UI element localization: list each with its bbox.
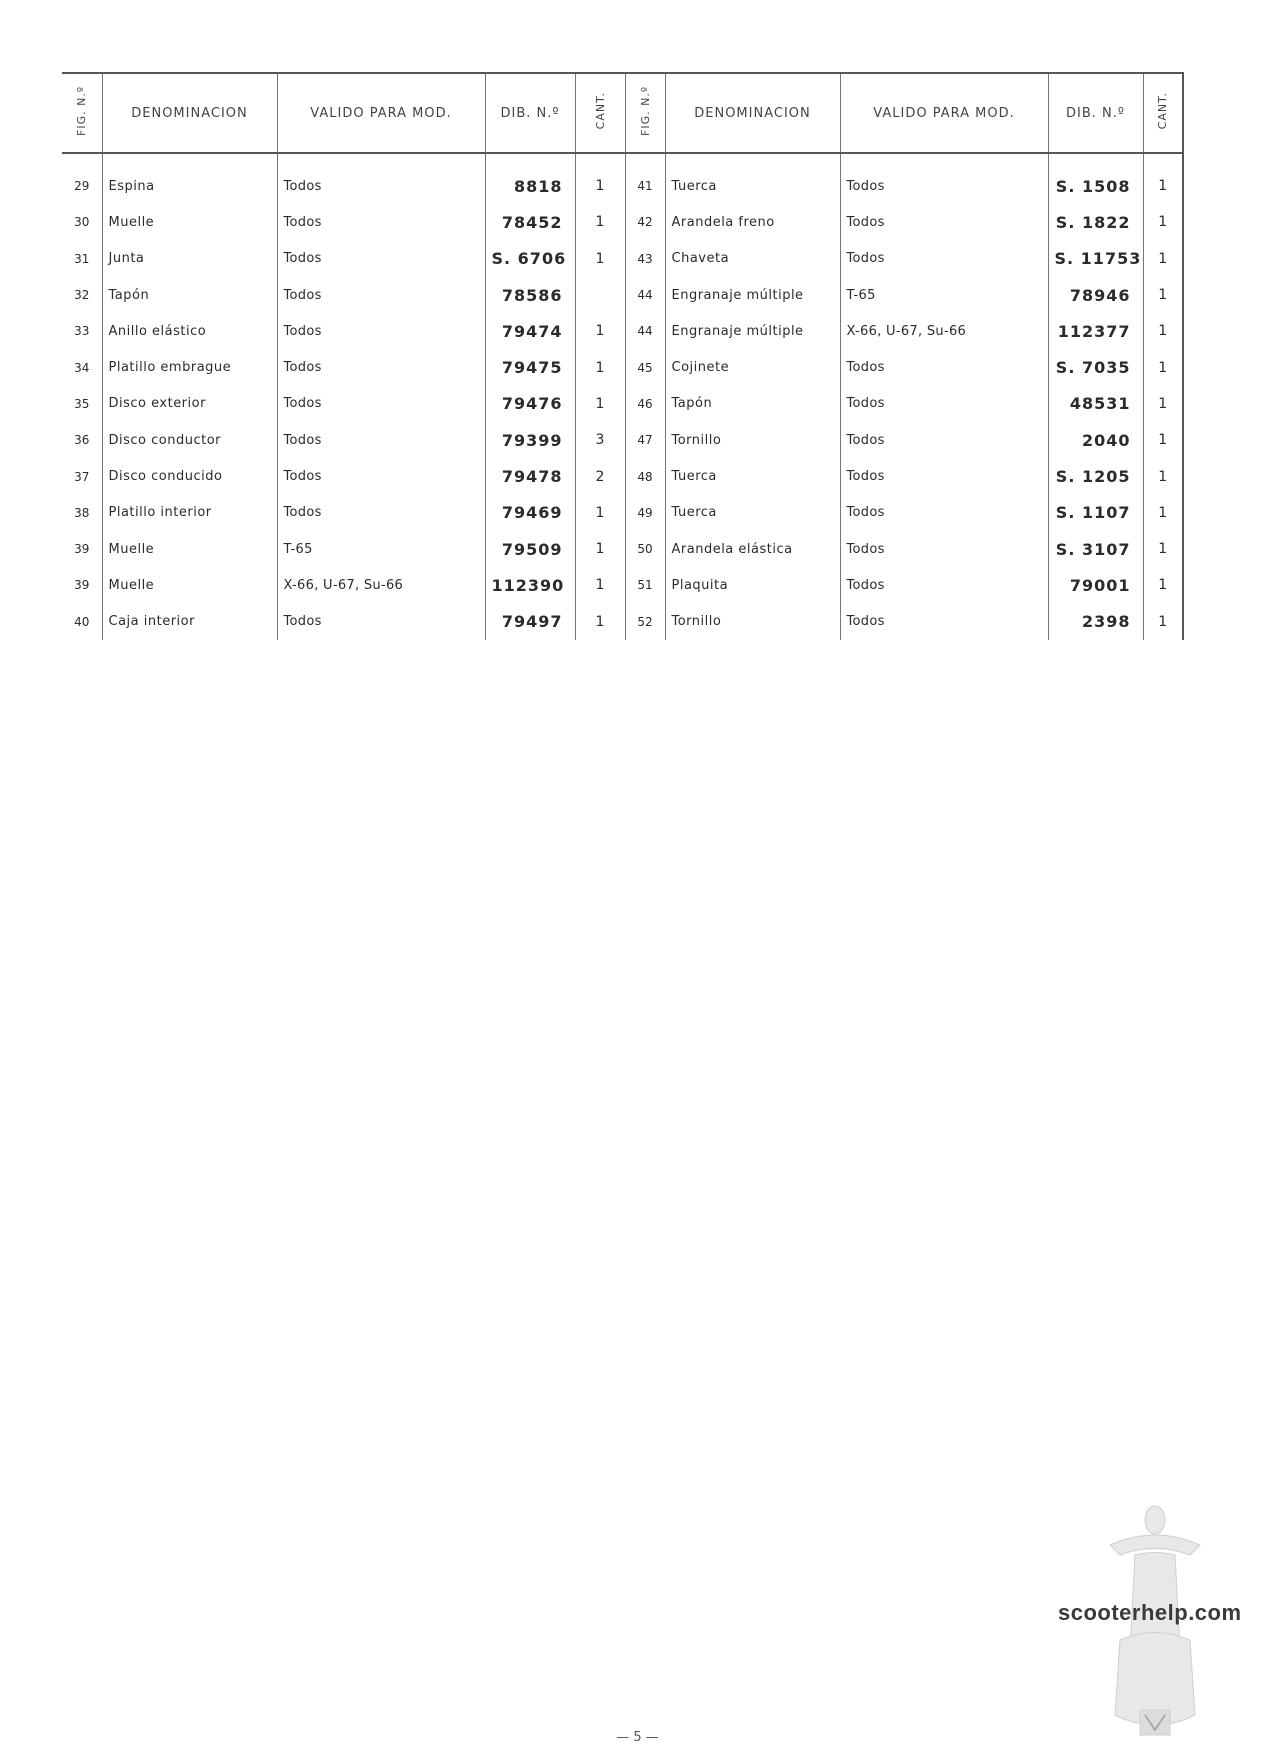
cell-fig: 47 [625,422,665,458]
cell-dib: S. 3107 [1048,531,1143,567]
cell-valid: Todos [277,458,485,494]
cell-valid: Todos [277,386,485,422]
cell-valid: T-65 [840,277,1048,313]
cell-fig: 42 [625,204,665,240]
cell-fig: 44 [625,277,665,313]
cell-fig: 31 [74,251,90,266]
cell-fig: 40 [74,614,90,629]
cell-name: Muelle [102,204,277,240]
cell-fig: 35 [74,396,90,411]
cell-qty: 1 [575,531,625,567]
cell-dib: S. 1822 [1048,204,1143,240]
cell-dib: 48531 [1048,386,1143,422]
cell-fig: 33 [74,324,90,339]
cell-qty: 1 [1143,604,1183,640]
cell-fig: 50 [625,531,665,567]
col-cant-2: CANT. [1143,73,1183,153]
table-row [62,458,1183,494]
cell-name: Tornillo [665,422,840,458]
cell-valid: Todos [840,168,1048,204]
cell-valid: Todos [277,241,485,277]
cell-dib: S. 1508 [1048,168,1143,204]
cell-fig: 51 [625,567,665,603]
table-row [62,349,1183,385]
table-row [62,241,1183,277]
cell-dib: 79469 [485,495,575,531]
cell-name: Disco exterior [102,386,277,422]
col-valido-2: VALIDO PARA MOD. [840,73,1048,153]
cell-fig: 34 [74,360,90,375]
cell-valid: Todos [840,241,1048,277]
cell-qty: 1 [575,567,625,603]
cell-dib: 112390 [485,567,575,603]
cell-valid: Todos [840,567,1048,603]
cell-fig: 43 [625,241,665,277]
cell-qty: 1 [1143,313,1183,349]
cell-name: Tapón [665,386,840,422]
cell-dib: 79478 [485,458,575,494]
cell-valid: X-66, U-67, Su-66 [277,567,485,603]
cell-name: Tornillo [665,604,840,640]
cell-name: Platillo embrague [102,349,277,385]
cell-dib: 79001 [1048,567,1143,603]
cell-qty: 1 [575,349,625,385]
table-row [62,531,1183,567]
cell-qty: 1 [1143,495,1183,531]
cell-fig: 41 [625,168,665,204]
cell-valid: Todos [840,204,1048,240]
cell-valid: Todos [840,495,1048,531]
header-row [62,73,1183,153]
cell-dib: 79474 [485,313,575,349]
col-fig-2: FIG. N.º [625,73,665,153]
cell-valid: Todos [277,495,485,531]
page-number: — 5 — [616,1730,659,1745]
cell-name: Platillo interior [102,495,277,531]
cell-qty: 3 [575,422,625,458]
cell-fig: 37 [74,469,90,484]
cell-valid: Todos [277,349,485,385]
cell-name: Arandela freno [665,204,840,240]
cell-dib: 79509 [485,531,575,567]
parts-table [62,72,1184,640]
cell-dib: 2398 [1048,604,1143,640]
cell-valid: Todos [277,277,485,313]
cell-name: Tuerca [665,168,840,204]
cell-dib: 78586 [485,277,575,313]
cell-qty: 1 [575,604,625,640]
cell-qty: 1 [1143,458,1183,494]
cell-dib: S. 7035 [1048,349,1143,385]
cell-dib: 79475 [485,349,575,385]
cell-fig: 38 [74,505,90,520]
cell-qty: 1 [1143,531,1183,567]
cell-valid: Todos [277,313,485,349]
cell-dib: 2040 [1048,422,1143,458]
col-valido: VALIDO PARA MOD. [277,73,485,153]
cell-fig: 44 [625,313,665,349]
cell-valid: Todos [277,422,485,458]
table-row [62,386,1183,422]
cell-qty: 1 [575,168,625,204]
cell-valid: Todos [840,386,1048,422]
table-row [62,204,1183,240]
cell-dib: S. 11753 [1048,241,1143,277]
cell-dib: 8818 [485,168,575,204]
cell-name: Arandela elástica [665,531,840,567]
cell-dib: 112377 [1048,313,1143,349]
cell-fig: 49 [625,495,665,531]
cell-valid: Todos [840,422,1048,458]
cell-qty: 1 [1143,168,1183,204]
cell-name: Anillo elástico [102,313,277,349]
cell-fig: 39 [74,578,90,593]
cell-name: Disco conducido [102,458,277,494]
cell-fig: 46 [625,386,665,422]
cell-qty: 1 [575,241,625,277]
cell-dib: S. 6706 [485,241,575,277]
cell-dib: S. 1107 [1048,495,1143,531]
cell-fig: 29 [74,179,90,194]
cell-qty: 1 [575,495,625,531]
cell-valid: Todos [277,168,485,204]
col-fig: FIG. N.º [62,73,102,153]
cell-fig: 52 [625,604,665,640]
cell-name: Caja interior [102,604,277,640]
col-dib-2: DIB. N.º [1048,73,1143,153]
cell-fig: 48 [625,458,665,494]
watermark-text: scooterhelp.com [1058,1600,1242,1625]
cell-fig: 36 [74,433,90,448]
cell-name: Disco conductor [102,422,277,458]
cell-qty: 1 [1143,567,1183,603]
cell-name: Espina [102,168,277,204]
table-row [62,604,1183,640]
cell-valid: Todos [840,604,1048,640]
cell-dib: 79497 [485,604,575,640]
table-row [62,495,1183,531]
cell-valid: Todos [840,349,1048,385]
col-denominacion-2: DENOMINACION [665,73,840,153]
cell-qty: 1 [1143,277,1183,313]
cell-dib: 78452 [485,204,575,240]
cell-valid: T-65 [277,531,485,567]
cell-qty: 1 [1143,349,1183,385]
cell-fig: 30 [74,215,90,230]
cell-name: Cojinete [665,349,840,385]
cell-qty: 1 [1143,386,1183,422]
col-cant: CANT. [575,73,625,153]
cell-dib: S. 1205 [1048,458,1143,494]
cell-dib: 79476 [485,386,575,422]
cell-dib: 78946 [1048,277,1143,313]
cell-qty: 1 [1143,204,1183,240]
cell-valid: Todos [277,604,485,640]
cell-valid: Todos [840,458,1048,494]
cell-qty: 1 [1143,422,1183,458]
col-dib: DIB. N.º [485,73,575,153]
table-row [62,422,1183,458]
cell-qty: 1 [575,386,625,422]
cell-qty [575,277,625,313]
cell-name: Tuerca [665,458,840,494]
cell-fig: 45 [625,349,665,385]
parts-body [62,153,1183,640]
cell-dib: 79399 [485,422,575,458]
cell-name: Tuerca [665,495,840,531]
table-row [62,168,1183,204]
cell-name: Muelle [102,531,277,567]
cell-valid: Todos [277,204,485,240]
cell-fig: 32 [74,288,90,303]
cell-name: Chaveta [665,241,840,277]
cell-valid: Todos [840,531,1048,567]
table-row [62,567,1183,603]
cell-name: Plaquita [665,567,840,603]
cell-name: Engranaje múltiple [665,313,840,349]
cell-qty: 2 [575,458,625,494]
cell-name: Tapón [102,277,277,313]
cell-name: Junta [102,241,277,277]
cell-qty: 1 [1143,241,1183,277]
cell-qty: 1 [575,204,625,240]
table-row [62,313,1183,349]
spacer-row [62,153,1183,168]
cell-valid: X-66, U-67, Su-66 [840,313,1048,349]
cell-qty: 1 [575,313,625,349]
cell-name: Muelle [102,567,277,603]
cell-name: Engranaje múltiple [665,277,840,313]
table-row [62,277,1183,313]
col-denominacion: DENOMINACION [102,73,277,153]
cell-fig: 39 [74,542,90,557]
